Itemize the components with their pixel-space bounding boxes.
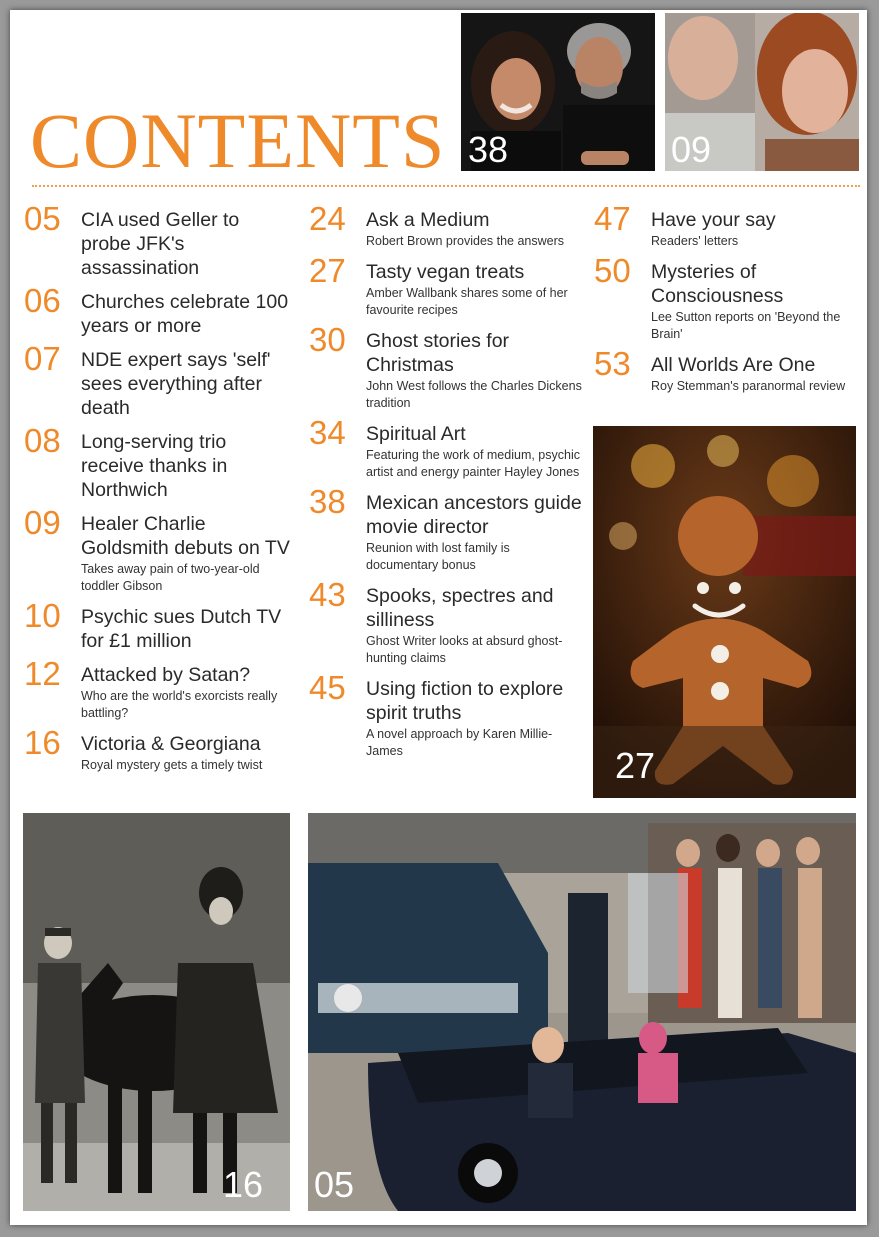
entry-headline: Healer Charlie Goldsmith debuts on TV [81,513,290,559]
entry-headline: Using fiction to explore spirit truths [366,678,564,724]
page-number: 12 [24,655,61,692]
page-title: CONTENTS [30,97,446,184]
entry-headline: All Worlds Are One [651,354,816,376]
magazine-page [10,10,867,1225]
contents-entry[interactable] [24,422,294,502]
page-number: 07 [24,340,61,377]
contents-entry[interactable] [309,483,583,574]
page-number: 30 [309,321,346,358]
contents-entry[interactable] [309,252,583,319]
contents-entry[interactable] [309,669,583,760]
entry-headline: Psychic sues Dutch TV for £1 million [81,606,282,652]
contents-entry[interactable] [594,345,856,395]
photo-page-number: 16 [223,1164,264,1205]
entry-headline: Spiritual Art [366,423,466,445]
page-number: 38 [309,483,346,520]
contents-column-3 [594,200,856,395]
photo-mexican-ancestors[interactable] [461,13,655,171]
entry-headline: Have your say [651,209,776,231]
photo-page-number: 38 [468,129,509,170]
contents-entry[interactable] [24,597,294,653]
photo-victoria[interactable] [23,813,290,1211]
entry-headline: Churches celebrate 100 years or more [81,291,289,337]
photo-page-number: 05 [314,1164,355,1205]
page-number: 43 [309,576,346,613]
entry-headline: Mexican ancestors guide movie director [366,492,582,538]
page-number: 10 [24,597,61,634]
contents-entry[interactable] [594,200,856,250]
contents-entry[interactable] [309,200,583,250]
entry-subtitle: Ghost Writer looks at absurd ghost-hunting claims [366,634,563,665]
page-number: 24 [309,200,346,237]
page-number: 45 [309,669,346,706]
photo-healer[interactable] [665,13,859,171]
entry-headline: Attacked by Satan? [81,664,251,686]
page-number: 53 [594,345,631,382]
entry-headline: Ghost stories for Christmas [366,330,510,376]
page-number: 50 [594,252,631,289]
entry-subtitle: Roy Stemman's paranormal review [651,379,846,393]
entry-headline: Long-serving trio receive thanks in Northwich [81,431,228,501]
contents-entry[interactable] [309,576,583,667]
divider [32,185,860,187]
entry-subtitle: Featuring the work of medium, psychic artist and energy painter Hayley Jones [366,448,580,479]
entry-headline: Mysteries of Consciousness [651,261,784,307]
motorcade-illustration [308,813,856,1211]
contents-column-2 [309,200,583,760]
page-number: 47 [594,200,631,237]
horse-rider-illustration [23,813,290,1211]
photo-page-number: 27 [615,745,656,786]
entry-headline: Victoria & Georgiana [81,733,261,755]
photo-jfk[interactable] [308,813,856,1211]
page-number: 09 [24,504,61,541]
contents-entry[interactable] [24,655,294,722]
gingerbread-illustration [593,426,856,798]
entry-subtitle: Robert Brown provides the answers [366,234,565,248]
entry-headline: Ask a Medium [366,209,490,231]
entry-subtitle: Lee Sutton reports on 'Beyond the Brain' [651,310,841,341]
contents-entry[interactable] [24,724,294,774]
entry-subtitle: Royal mystery gets a timely twist [81,758,263,772]
contents-entry[interactable] [24,200,294,280]
contents-entry[interactable] [309,321,583,412]
entry-subtitle: Who are the world's exorcists really battling? [81,689,278,720]
entry-headline: Spooks, spectres and silliness [366,585,554,631]
contents-entry[interactable] [24,340,294,420]
page-number: 27 [309,252,346,289]
contents-entry[interactable] [24,282,294,338]
contents-entry[interactable] [24,504,294,595]
page-number: 16 [24,724,61,761]
entry-headline: NDE expert says 'self' sees everything after death [81,349,271,419]
entry-subtitle: John West follows the Charles Dickens tradition [366,379,582,410]
page-number: 05 [24,200,61,237]
entry-subtitle: Takes away pain of two-year-old toddler Gibson [81,562,260,593]
entry-subtitle: A novel approach by Karen Millie-James [366,727,553,758]
photo-page-number: 09 [671,129,712,170]
photo-gingerbread[interactable] [593,426,856,798]
page-number: 06 [24,282,61,319]
contents-column-1 [24,200,294,774]
entry-headline: CIA used Geller to probe JFK's assassination [81,209,240,279]
page-number: 08 [24,422,61,459]
contents-entry[interactable] [309,414,583,481]
entry-subtitle: Amber Wallbank shares some of her favourite recipes [366,286,568,317]
entry-subtitle: Reunion with lost family is documentary bonus [366,541,510,572]
entry-headline: Tasty vegan treats [366,261,525,283]
contents-entry[interactable] [594,252,856,343]
entry-subtitle: Readers' letters [651,234,739,248]
page-number: 34 [309,414,346,451]
